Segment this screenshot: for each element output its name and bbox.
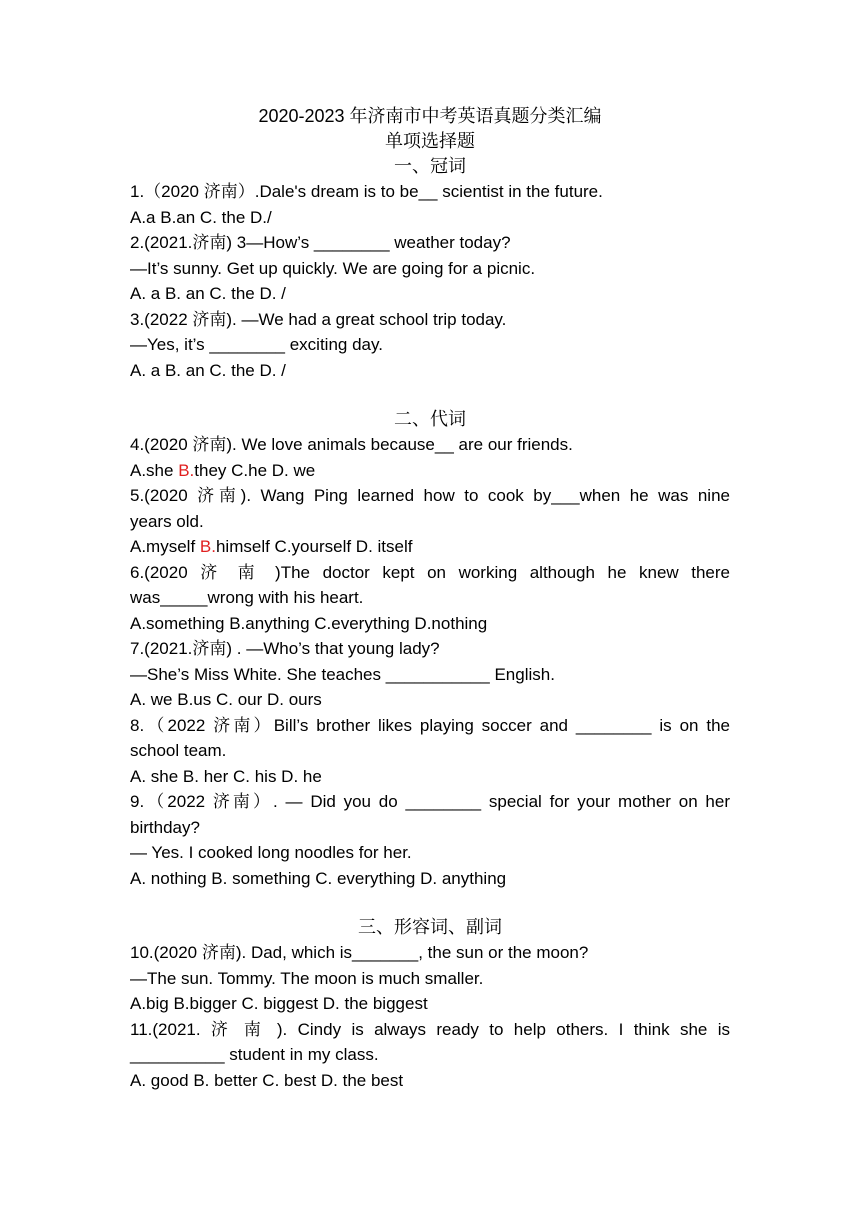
dialogue-line: —The sun. Tommy. The moon is much smaller.: [130, 968, 484, 988]
answer-options: A.something B.anything C.everything D.nothing: [130, 613, 488, 633]
question-text-continued: school team.: [130, 741, 227, 760]
question-text: 7.(2021.济南) . —Who’s that young lady?: [130, 639, 440, 658]
answer-options: A. we B.us C. our D. ours: [130, 690, 322, 709]
question-text: 10.(2020 济南). Dad, which is_______, the sun or the moon?: [130, 943, 589, 962]
question-text: 3.(2022 济南). —We had a great school trip today.: [130, 309, 507, 329]
dialogue-line: —It’s sunny. Get up quickly. We are going for a picnic.: [130, 258, 536, 278]
section-heading: 一、冠词: [394, 156, 466, 176]
question-text: 6.(2020 济 南 )The doctor kept on working although he knew there: [130, 562, 730, 582]
document-subtitle: 单项选择题: [385, 131, 475, 151]
question-text: 5.(2020 济南). Wang Ping learned how to cook by___when he was nine: [130, 486, 730, 505]
section-heading: 二、代词: [394, 409, 466, 429]
answer-options: A.myself B.himself C.yourself D. itself: [130, 537, 413, 556]
answer-options: A.big B.bigger C. biggest D. the biggest: [130, 994, 428, 1013]
answer-options: A. a B. an C. the D. /: [130, 284, 286, 303]
answer-options: A.a B.an C. the D./: [130, 207, 272, 227]
question-text-continued: __________ student in my class.: [130, 1045, 379, 1064]
dialogue-line: —Yes, it’s ________ exciting day.: [130, 335, 383, 354]
question-text: 11.(2021. 济 南 ). Cindy is always ready to help others. I think she is: [130, 1019, 730, 1039]
question-text-continued: birthday?: [130, 817, 200, 837]
dialogue-line: — Yes. I cooked long noodles for her.: [130, 843, 412, 862]
answer-options: A.she B.they C.he D. we: [130, 460, 316, 480]
question-text: 4.(2020 济南). We love animals because__ are our friends.: [130, 435, 573, 454]
question-text-continued: years old.: [130, 511, 204, 531]
document-title: 2020-2023 年济南市中考英语真题分类汇编: [258, 106, 602, 126]
question-text: 9.（2022 济南）. — Did you do ________ special for your mother on her: [130, 792, 730, 811]
answer-options: A. nothing B. something C. everything D. anything: [130, 868, 507, 888]
question-text: 8.（2022 济南）Bill’s brother likes playing soccer and ________ is on the: [130, 715, 730, 735]
dialogue-line: —She’s Miss White. She teaches ___________ English.: [130, 664, 555, 684]
document-page: [130, 104, 730, 1093]
question-text: 2.(2021.济南) 3—How’s ________ weather today?: [130, 233, 511, 252]
question-text: 1.（2020 济南）.Dale's dream is to be__ scientist in the future.: [130, 182, 603, 201]
answer-options: A. good B. better C. best D. the best: [130, 1070, 404, 1090]
highlighted-answer: B.: [199, 537, 216, 556]
section-heading: 三、形容词、副词: [358, 917, 502, 937]
question-text-continued: was_____wrong with his heart.: [130, 588, 364, 607]
answer-options: A. she B. her C. his D. he: [130, 766, 322, 786]
highlighted-answer: B.: [178, 460, 195, 480]
answer-options: A. a B. an C. the D. /: [130, 360, 286, 380]
